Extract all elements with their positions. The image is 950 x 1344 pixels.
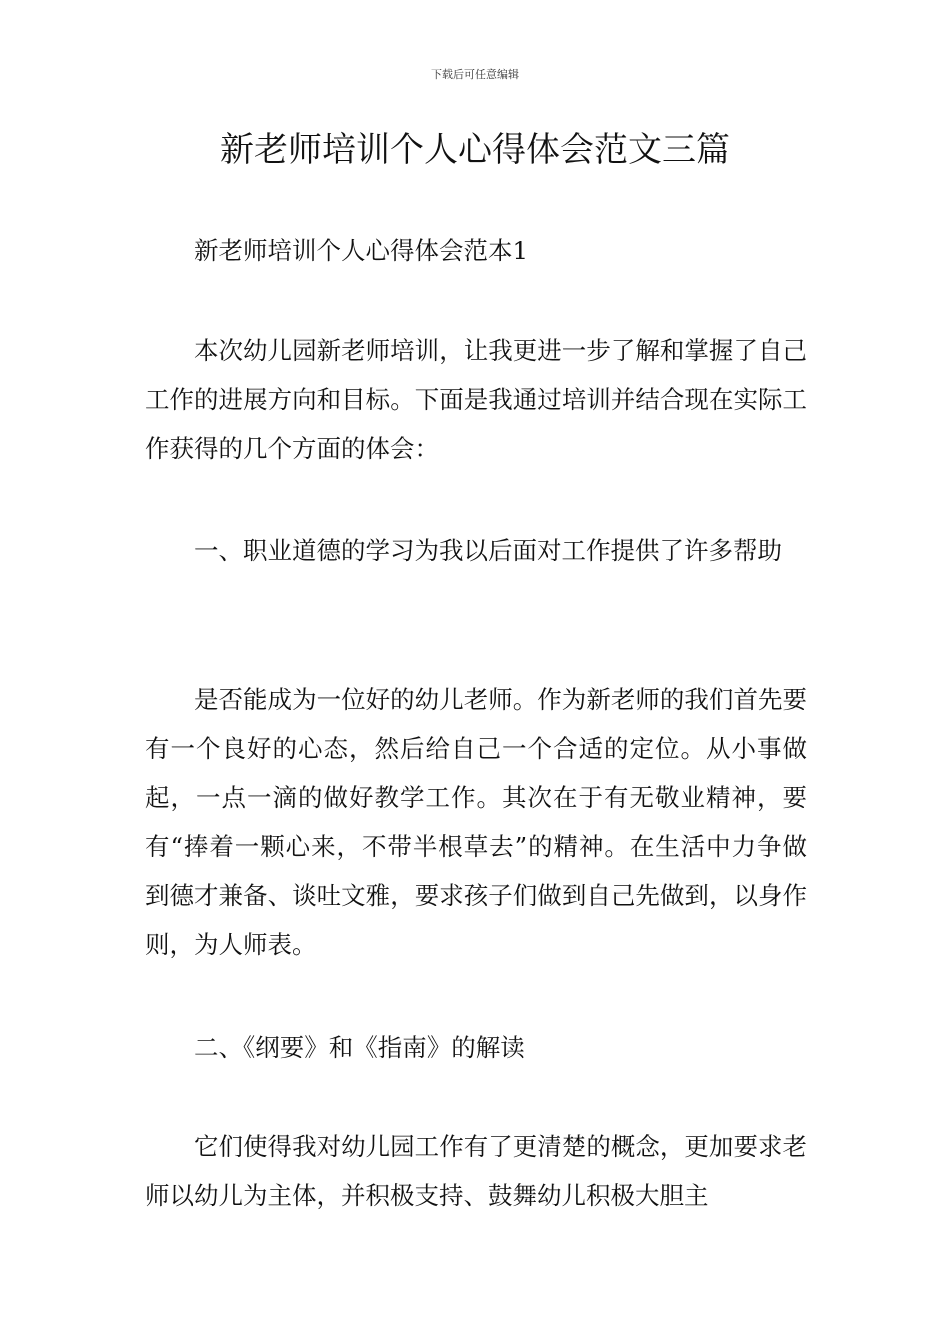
header-note: 下载后可任意编辑 bbox=[431, 68, 519, 81]
section-heading-sample-1: 新老师培训个人心得体会范本1 bbox=[194, 236, 529, 265]
point-one-heading: 一、职业道德的学习为我以后面对工作提供了许多帮助 bbox=[194, 536, 782, 565]
intro-paragraph: 本次幼儿园新老师培训，让我更进一步了解和掌握了自己工作的进展方向和目标。下面是我通过培训并结合现在实际工作获得的几个方面的体会： bbox=[145, 336, 807, 463]
point-one-paragraph: 是否能成为一位好的幼儿老师。作为新老师的我们首先要有一个良好的心态，然后给自己一个合适的定位。从小事做起，一点一滴的做好教学工作。其次在于有无敬业精神，要有“捧着一颗心来，不带半根草去”的精神。在生活中力争做到德才兼备、谈吐文雅，要求孩子们做到自己先做到，以身作则，为人师表。 bbox=[145, 685, 807, 959]
point-two-heading: 二、《纲要》和《指南》的解读 bbox=[194, 1033, 525, 1062]
document-title: 新老师培训个人心得体会范文三篇 bbox=[220, 130, 730, 170]
point-two-paragraph: 它们使得我对幼儿园工作有了更清楚的概念，更加要求老师以幼儿为主体，并积极支持、鼓舞幼儿积极大胆主 bbox=[145, 1132, 807, 1210]
